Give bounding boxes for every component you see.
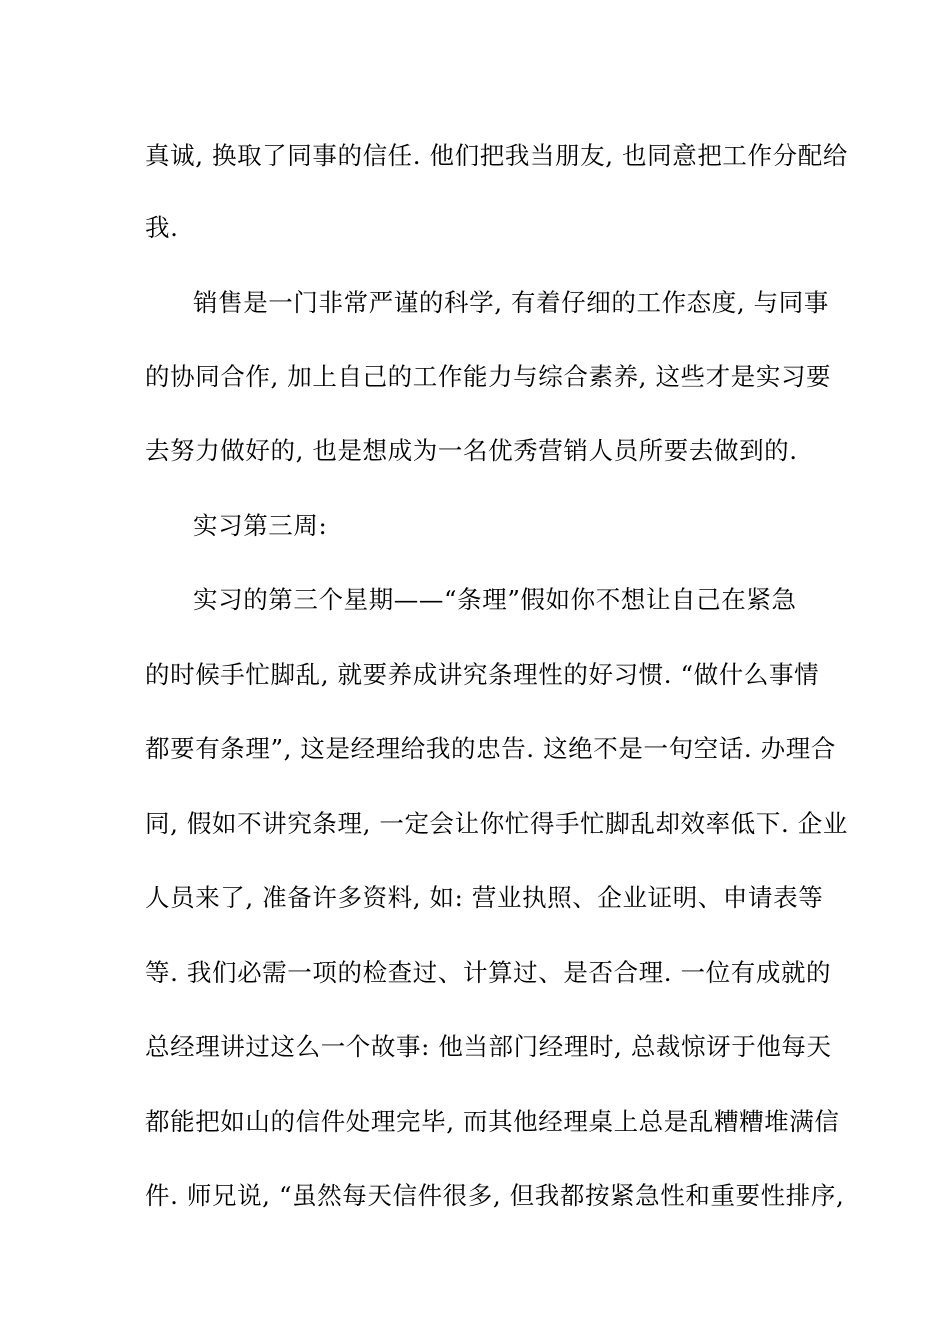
- text-line-12: 等. 我们必需一项的检查过、计算过、是否合理. 一位有成就的: [145, 958, 832, 987]
- paragraph-start-line-3: 销售是一门非常严谨的科学, 有着仔细的工作态度, 与同事: [193, 288, 829, 317]
- text-line-14: 都能把如山的信件处理完毕, 而其他经理桌上总是乱糟糟堆满信: [145, 1107, 840, 1136]
- text-line-8: 的时候手忙脚乱, 就要养成讲究条理性的好习惯. “做什么事情: [145, 660, 820, 689]
- text-line-4: 的协同合作, 加上自己的工作能力与综合素养, 这些才是实习要: [145, 362, 832, 391]
- text-line-15: 件. 师兄说, “虽然每天信件很多, 但我都按紧急性和重要性排序,: [145, 1181, 845, 1210]
- text-line-10: 同, 假如不讲究条理, 一定会让你忙得手忙脚乱却效率低下. 企业: [145, 809, 848, 838]
- text-line-2: 我.: [145, 213, 179, 242]
- text-line-5: 去努力做好的, 也是想成为一名优秀营销人员所要去做到的.: [145, 436, 798, 465]
- section-heading-week-three: 实习第三周:: [193, 511, 328, 540]
- text-line-9: 都要有条理”, 这是经理给我的忠告. 这绝不是一句空话. 办理合: [145, 734, 836, 763]
- text-line-13: 总经理讲过这么一个故事: 他当部门经理时, 总裁惊讶于他每天: [145, 1032, 832, 1061]
- text-line-11: 人员来了, 准备许多资料, 如: 营业执照、企业证明、申请表等: [145, 883, 824, 912]
- text-line-1: 真诚, 换取了同事的信任. 他们把我当朋友, 也同意把工作分配给: [145, 141, 848, 170]
- paragraph-start-line-7: 实习的第三个星期——“条理”假如你不想让自己在紧急: [193, 585, 797, 614]
